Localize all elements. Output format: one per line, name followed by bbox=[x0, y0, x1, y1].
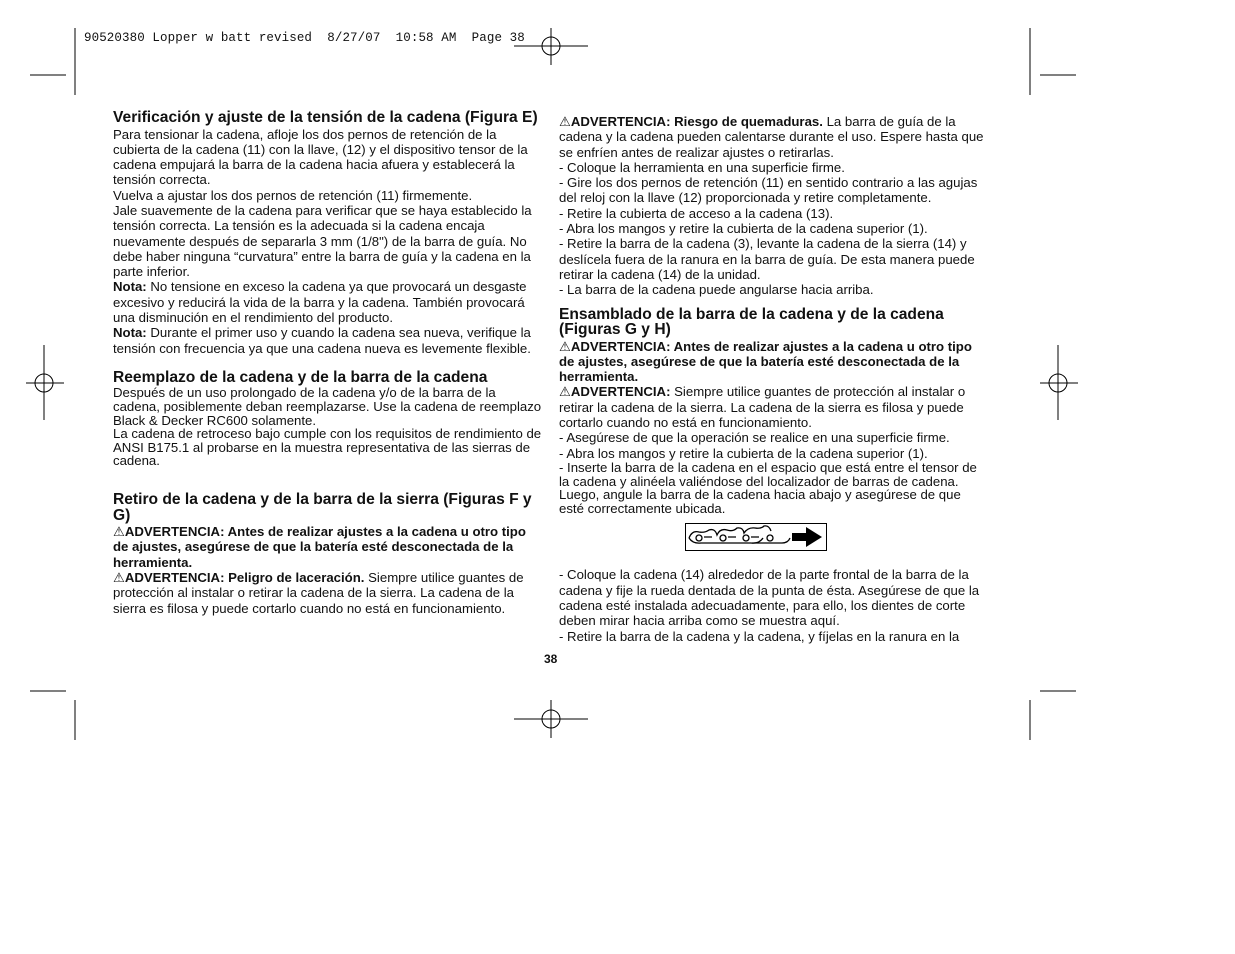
paragraph: Jale suavemente de la cadena para verificar que se haya establecido la tensión correcta. La tensión es la adecuada si la cadena encaja nuevamente después de separarla 3 mm (1/8") de la barra de guía. No debe haber ninguna “curvatura” entre la barra de guía y la cadena en la parte inferior. bbox=[113, 202, 532, 280]
registration-mark-left bbox=[26, 345, 64, 420]
registration-mark-right bbox=[1040, 345, 1078, 420]
paragraph: La cadena de retroceso bajo cumple con los requisitos de rendimiento de ANSI B175.1 al probarse en la muestra representativa de las sierras de cadena. bbox=[113, 426, 542, 469]
list-item: - Retire la barra de la cadena (3), levante la cadena de la sierra (14) y deslícela fuera de la ranura en la barra de guía. De esta manera puede retirar la cadena (14) de la unidad. bbox=[559, 236, 975, 282]
section-title-removal: Retiro de la cadena y de la barra de la sierra (Figuras F y G) bbox=[113, 491, 532, 524]
chain-direction-figure bbox=[685, 523, 827, 551]
warning-icon: ⚠ bbox=[113, 569, 125, 585]
list-item: - La barra de la cadena puede angularse hacia arriba. bbox=[559, 282, 874, 298]
paragraph: Para tensionar la cadena, afloje los dos pernos de retención de la cubierta de la cadena (11) con la llave, (12) y el dispositivo tensor de la cadena empujará la barra de la cadena hacia afuera y establecerá la tensión correcta. bbox=[113, 126, 528, 188]
section-title-replacement: Reemplazo de la cadena y de la barra de la cadena bbox=[113, 368, 488, 386]
section-title-tension: Verificación y ajuste de la tensión de la cadena (Figura E) bbox=[113, 109, 538, 126]
section-title-assembly: Ensamblado de la barra de la cadena y de la cadena (Figuras G y H) bbox=[559, 305, 944, 339]
paragraph: Después de un uso prolongado de la cadena y/o de la barra de la cadena, posiblemente deban reemplazarse. Use la cadena de reemplazo Black & Decker RC600 solamente. bbox=[113, 385, 542, 428]
warning-paragraph: ⚠ADVERTENCIA: Antes de realizar ajustes a la cadena u otro tipo de ajustes, asegúrese de que la batería esté desconectada de la herramienta. bbox=[559, 338, 972, 385]
warning-icon: ⚠ bbox=[113, 524, 125, 540]
note-paragraph: Nota: No tensione en exceso la cadena ya que provocará un desgaste excesivo y reducirá la vida de la barra y la cadena. También provocará una disminución en el rendimiento del producto. bbox=[113, 279, 527, 326]
list-item: - Retire la barra de la cadena y la cadena, y fíjelas en la ranura en la bbox=[559, 628, 960, 644]
warning-icon: ⚠ bbox=[559, 338, 571, 354]
list-item: - Gire los dos pernos de retención (11) en sentido contrario a las agujas del reloj con la llave (12) proporcionada y retire completamente. bbox=[559, 175, 978, 206]
right-column bbox=[559, 114, 989, 644]
left-column bbox=[113, 110, 543, 616]
warning-paragraph: ⚠ADVERTENCIA: Antes de realizar ajustes a la cadena u otro tipo de ajustes, asegúrese de que la batería esté desconectada de la herramienta. bbox=[113, 524, 526, 570]
note-label: Nota: bbox=[113, 325, 147, 341]
list-item: - Coloque la cadena (14) alrededor de la parte frontal de la barra de la cadena y fije la rueda dentada de la punta de ésta. Asegúrese de que la cadena esté instalada adecuadamente, para ello, los dientes de corte deben mirar hacia arriba como se muestra aquí. bbox=[559, 567, 980, 629]
list-item: - Inserte la barra de la cadena en el espacio que está entre el tensor de la cadena y alinéela valiéndose del localizador de barras de cadena. Luego, angule la barra de la cadena hacia abajo y asegúrese de que esté correctamente ubicada. bbox=[559, 459, 977, 516]
list-item: - Abra los mangos y retire la cubierta de la cadena superior (1). bbox=[559, 221, 928, 237]
print-slug: 90520380 Lopper w batt revised 8/27/07 10:58 AM Page 38 bbox=[84, 31, 525, 45]
registration-mark-bottom bbox=[514, 700, 588, 738]
note-paragraph: Nota: Durante el primer uso y cuando la cadena sea nueva, verifique la tensión con frecuencia ya que una cadena nueva es levemente flexible. bbox=[113, 325, 531, 356]
paragraph: Vuelva a ajustar los dos pernos de retención (11) firmemente. bbox=[113, 187, 473, 203]
warning-paragraph: ⚠ADVERTENCIA: Peligro de laceración. Siempre utilice guantes de protección al instalar o retirar la cadena de la sierra. La cadena de la sierra es filosa y puede cortarlo cuando no está en funcionamiento. bbox=[113, 569, 524, 616]
warning-icon: ⚠ bbox=[559, 384, 571, 400]
warning-paragraph: ⚠ADVERTENCIA: Riesgo de quemaduras. La barra de guía de la cadena y la cadena pueden calentarse durante el uso. Espere hasta que se enfríen antes de realizar ajustes o retirarlas. bbox=[559, 114, 984, 160]
note-label: Nota: bbox=[113, 279, 147, 295]
list-item: - Retire la cubierta de acceso a la cadena (13). bbox=[559, 205, 834, 221]
registration-mark-top bbox=[514, 28, 588, 65]
list-item: - Asegúrese de que la operación se realice en una superficie firme. bbox=[559, 430, 950, 446]
page-number: 38 bbox=[544, 652, 558, 666]
chain-arrow-icon bbox=[686, 524, 826, 550]
warning-icon: ⚠ bbox=[559, 114, 571, 129]
warning-paragraph: ⚠ADVERTENCIA: Siempre utilice guantes de protección al instalar o retirar la cadena de la sierra. La cadena de la sierra es filosa y puede cortarlo cuando no está en funcionamiento. bbox=[559, 384, 966, 431]
list-item: - Abra los mangos y retire la cubierta de la cadena superior (1). bbox=[559, 445, 928, 461]
list-item: - Coloque la herramienta en una superficie firme. bbox=[559, 159, 845, 175]
